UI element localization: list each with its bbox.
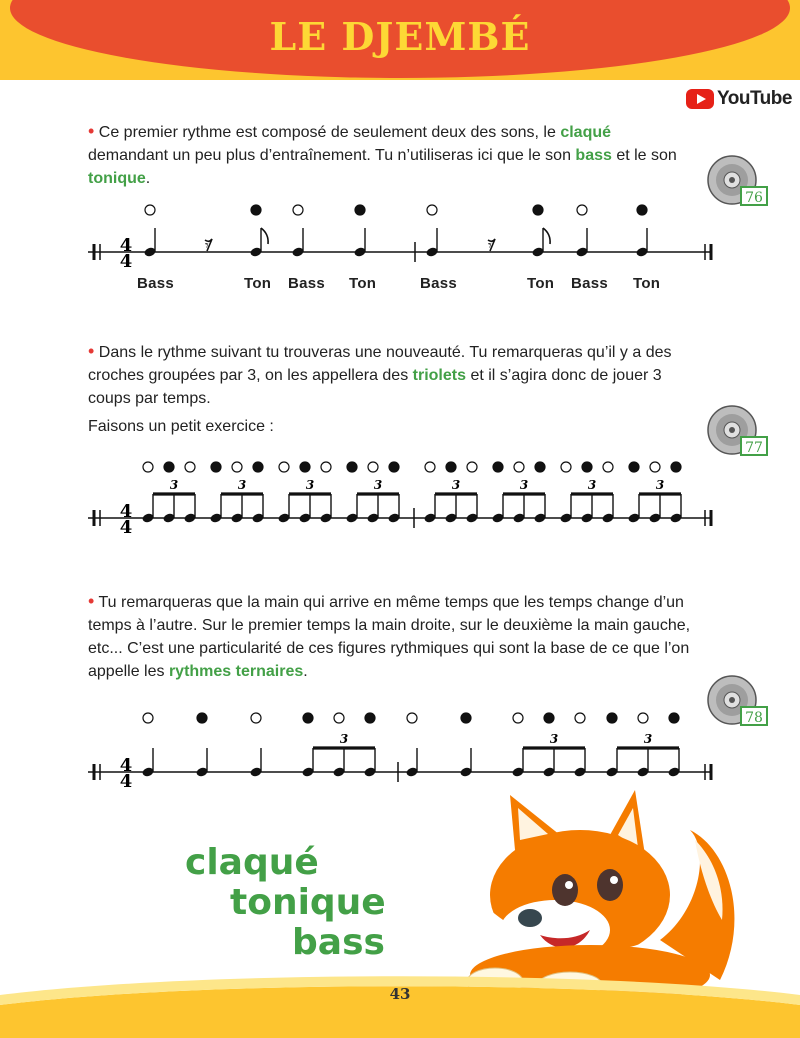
bass-dot (143, 462, 153, 472)
word-claque: claqué (185, 842, 319, 883)
open-tone-dot (669, 713, 679, 723)
open-tone-dot (355, 205, 365, 215)
stroke-label: Ton (244, 275, 272, 292)
page-number: 43 (389, 985, 411, 1003)
bass-dot (577, 205, 587, 215)
open-tone-dot (164, 462, 174, 472)
stroke-label: Ton (633, 275, 661, 292)
stroke-label: Bass (137, 275, 175, 292)
tuplet-mark: 3 (451, 478, 461, 492)
bass-dot (561, 462, 571, 472)
time-signature-bottom: 4 (119, 771, 133, 792)
eighth-rest: 𝄾 (205, 238, 209, 254)
open-tone-dot (544, 713, 554, 723)
bullet-icon: • (88, 591, 95, 611)
page-title: LE DJEMBÉ (269, 14, 531, 59)
open-tone-dot (251, 205, 261, 215)
bass-dot (185, 462, 195, 472)
bass-dot (143, 713, 153, 723)
open-tone-dot (446, 462, 456, 472)
open-tone-dot (671, 462, 681, 472)
bass-dot (427, 205, 437, 215)
highlight-tonique: tonique (88, 170, 146, 187)
highlight-triolets: triolets (412, 367, 466, 384)
open-tone-dot (582, 462, 592, 472)
highlight-bass: bass (575, 147, 612, 164)
open-tone-dot (300, 462, 310, 472)
open-tone-dot (365, 713, 375, 723)
bullet-icon: • (88, 341, 95, 361)
open-tone-dot (607, 713, 617, 723)
note-flag (543, 228, 550, 244)
open-tone-dot (389, 462, 399, 472)
time-signature-bottom: 4 (119, 517, 133, 538)
bass-dot (603, 462, 613, 472)
stroke-label: Ton (349, 275, 377, 292)
open-tone-dot (533, 205, 543, 215)
cd-track-number: 77 (740, 436, 768, 456)
bass-dot (425, 462, 435, 472)
open-tone-dot (197, 713, 207, 723)
highlight-claque: claqué (560, 124, 612, 141)
tuplet-mark: 3 (587, 478, 597, 492)
open-tone-dot (253, 462, 263, 472)
bullet-icon: • (88, 121, 95, 141)
word-tonique: tonique (230, 882, 386, 923)
cd-track-number: 78 (740, 706, 768, 726)
bass-dot (513, 713, 523, 723)
bass-dot (145, 205, 155, 215)
bass-dot (575, 713, 585, 723)
bass-dot (638, 713, 648, 723)
section3-paragraph: • Tu remarqueras que la main qui arrive en même temps que les temps change d’un temps à l’autre. Sur le premier temps la main droite, sur le deuxième la main gauche, etc... C’est une particularité de ces figures rythmiques qui sont la base de ce que l’on appelle les rythmes ternaires. (88, 591, 691, 680)
bass-dot (368, 462, 378, 472)
tuplet-mark: 3 (169, 478, 179, 492)
bass-dot (467, 462, 477, 472)
stroke-label: Bass (288, 275, 326, 292)
open-tone-dot (535, 462, 545, 472)
stroke-label: Bass (420, 275, 458, 292)
stroke-label: Ton (527, 275, 555, 292)
stroke-label: Bass (571, 275, 609, 292)
section1-paragraph: • Ce premier rythme est composé de seulement deux des sons, le claqué demandant un peu plus d’entraînement. Tu n’utiliseras ici que le son bass et le son tonique. (88, 121, 677, 187)
cd-track-number: 76 (740, 186, 768, 206)
word-bass: bass (292, 922, 385, 963)
time-signature-top: 4 (119, 755, 133, 776)
time-signature-top: 4 (119, 501, 133, 522)
bass-dot (293, 205, 303, 215)
tuplet-mark: 3 (643, 732, 653, 746)
bass-dot (514, 462, 524, 472)
open-tone-dot (303, 713, 313, 723)
open-tone-dot (493, 462, 503, 472)
tuplet-mark: 3 (655, 478, 665, 492)
highlight-rythmes-ternaires: rythmes ternaires (168, 663, 304, 680)
note-flag (261, 228, 268, 244)
open-tone-dot (629, 462, 639, 472)
open-tone-dot (347, 462, 357, 472)
tuplet-mark: 3 (305, 478, 315, 492)
open-tone-dot (211, 462, 221, 472)
youtube-label: YouTube (717, 88, 792, 109)
open-tone-dot (637, 205, 647, 215)
time-signature-bottom: 4 (119, 251, 133, 272)
open-tone-dot (461, 713, 471, 723)
bass-dot (279, 462, 289, 472)
bass-dot (650, 462, 660, 472)
bass-dot (407, 713, 417, 723)
bass-dot (321, 462, 331, 472)
section2-paragraph: • Dans le rythme suivant tu trouveras une nouveauté. Tu remarqueras qu’il y a des croches groupées par 3, on les appellera des triolets et il s’agira donc de jouer 3 coups par temps. (88, 341, 672, 407)
time-signature-top: 4 (119, 235, 133, 256)
tuplet-mark: 3 (373, 478, 383, 492)
tuplet-mark: 3 (549, 732, 559, 746)
tuplet-mark: 3 (519, 478, 529, 492)
bass-dot (334, 713, 344, 723)
bass-dot (251, 713, 261, 723)
exercise-label: Faisons un petit exercice : (88, 418, 274, 435)
tuplet-mark: 3 (237, 478, 247, 492)
eighth-rest: 𝄾 (488, 238, 492, 254)
tuplet-mark: 3 (339, 732, 349, 746)
bass-dot (232, 462, 242, 472)
